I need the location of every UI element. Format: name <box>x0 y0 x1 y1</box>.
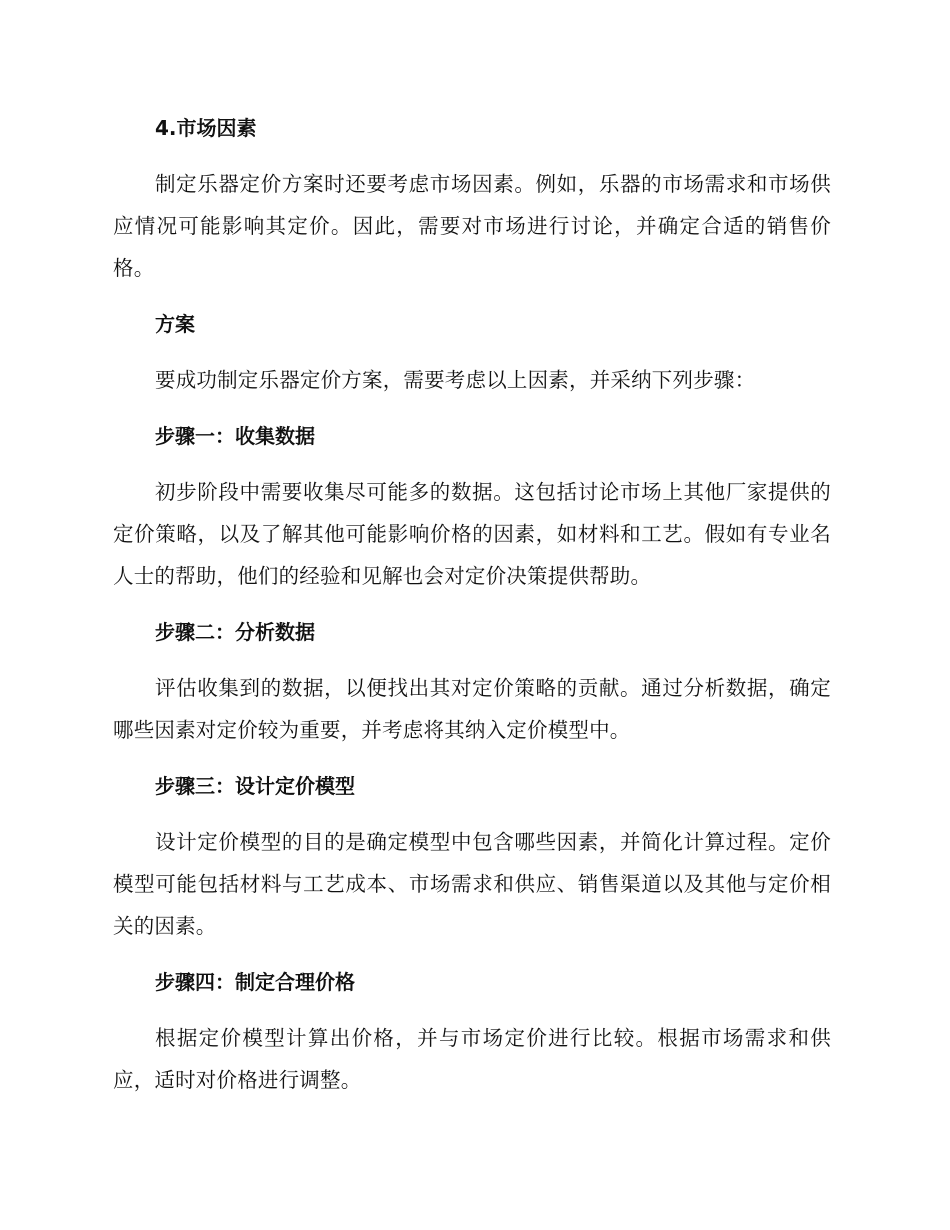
paragraph-plan-intro: 要成功制定乐器定价方案，需要考虑以上因素，并采纳下列步骤： <box>155 368 756 392</box>
paragraph-step-two: 评估收集到的数据，以便找出其对定价策略的贡献。通过分析数据，确定哪些因素对定价较为重要，并考虑将其纳入定价模型中。 <box>113 676 831 742</box>
section-heading-step-one: 步骤一：收集数据 <box>155 424 315 448</box>
document-body <box>113 108 831 1116</box>
section-heading-step-three: 步骤三：设计定价模型 <box>155 774 355 798</box>
paragraph-step-three: 设计定价模型的目的是确定模型中包含哪些因素，并简化计算过程。定价模型可能包括材料与工艺成本、市场需求和供应、销售渠道以及其他与定价相关的因素。 <box>113 830 831 938</box>
paragraph-market-factors: 制定乐器定价方案时还要考虑市场因素。例如，乐器的市场需求和市场供应情况可能影响其定价。因此，需要对市场进行讨论，并确定合适的销售价格。 <box>113 172 831 280</box>
section-heading-plan: 方案 <box>155 312 195 336</box>
section-heading-market-factors: 4.市场因素 <box>155 116 257 140</box>
section-heading-step-two: 步骤二：分析数据 <box>155 620 315 644</box>
paragraph-step-four: 根据定价模型计算出价格，并与市场定价进行比较。根据市场需求和供应，适时对价格进行调整。 <box>113 1026 831 1092</box>
section-heading-step-four: 步骤四：制定合理价格 <box>155 970 355 994</box>
paragraph-step-one: 初步阶段中需要收集尽可能多的数据。这包括讨论市场上其他厂家提供的定价策略，以及了解其他可能影响价格的因素，如材料和工艺。假如有专业名人士的帮助，他们的经验和见解也会对定价决策提供帮助。 <box>113 480 831 588</box>
